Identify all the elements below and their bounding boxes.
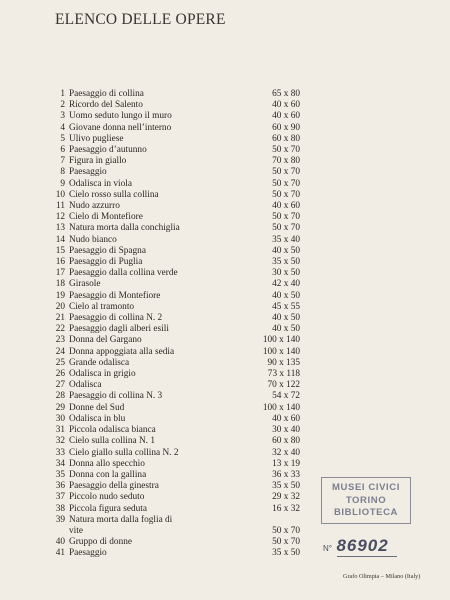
work-row <box>40 515 300 537</box>
work-title <box>69 436 228 447</box>
work-title <box>69 111 228 122</box>
work-row <box>40 459 300 470</box>
work-title <box>69 302 228 313</box>
stamp-line: BIBLIOTECA <box>333 507 399 518</box>
work-number: 31 <box>55 425 65 436</box>
work-number: 32 <box>55 436 65 447</box>
work-dimensions: 35 x 50 <box>272 548 300 559</box>
work-dimensions: 50 x 70 <box>272 178 300 189</box>
work-row <box>40 291 300 302</box>
work-row <box>40 190 300 201</box>
work-row <box>40 313 300 324</box>
work-title <box>69 380 228 391</box>
work-title-line: Donna allo specchio <box>69 458 145 469</box>
work-dimensions: 60 x 90 <box>272 122 300 133</box>
work-title-line: Paesaggio <box>69 167 107 178</box>
work-dimensions: 30 x 40 <box>272 425 300 436</box>
work-title <box>69 403 228 414</box>
work-dimensions: 40 x 50 <box>272 324 300 335</box>
work-row <box>40 470 300 481</box>
work-dimensions: 35 x 40 <box>272 234 300 245</box>
work-number: 36 <box>55 481 65 492</box>
work-dimensions: 50 x 70 <box>272 189 300 200</box>
library-stamp <box>321 477 411 524</box>
work-row <box>40 358 300 369</box>
work-title <box>69 201 228 212</box>
work-number: 16 <box>55 257 65 268</box>
work-title-line: Paesaggio della ginestra <box>69 481 159 492</box>
work-number: 17 <box>55 268 65 279</box>
work-title <box>69 369 228 380</box>
work-dimensions: 65 x 80 <box>272 89 300 99</box>
work-title <box>69 167 228 178</box>
work-number: 9 <box>60 178 65 189</box>
work-title-line: Natura morta dalla conchiglia <box>69 223 180 234</box>
work-dimensions: 40 x 60 <box>272 111 300 122</box>
work-title <box>69 347 228 358</box>
inventory-number <box>323 536 389 556</box>
work-title <box>69 279 228 290</box>
work-title-line: Piccolo nudo seduto <box>69 492 145 503</box>
work-title <box>69 481 228 492</box>
work-number: 3 <box>60 111 65 122</box>
work-dimensions: 50 x 70 <box>272 537 300 548</box>
work-title-line: Piccola odalisca bianca <box>69 425 156 436</box>
work-title-line: Cielo rosso sulla collina <box>69 189 159 200</box>
work-title-line: Odalisca in grigio <box>69 369 136 380</box>
work-title-line: Donne del Sud <box>69 402 125 413</box>
work-row <box>40 89 300 100</box>
work-dimensions: 36 x 33 <box>272 469 300 480</box>
work-row <box>40 179 300 190</box>
work-dimensions: 50 x 70 <box>272 167 300 178</box>
work-number: 33 <box>55 447 65 458</box>
work-title-line: Paesaggio di collina N. 2 <box>69 313 163 324</box>
work-dimensions: 40 x 60 <box>272 413 300 424</box>
work-dimensions: 35 x 50 <box>272 481 300 492</box>
work-title-line: Grande odalisca <box>69 357 130 368</box>
work-number: 18 <box>55 279 65 290</box>
work-title-line: Paesaggio di collina <box>69 89 144 99</box>
work-title <box>69 223 228 234</box>
work-title <box>69 459 228 470</box>
work-number: 11 <box>56 201 65 212</box>
work-row <box>40 414 300 425</box>
work-number: 28 <box>55 391 65 402</box>
work-dimensions: 60 x 80 <box>272 133 300 144</box>
work-title-line: Nudo bianco <box>69 234 117 245</box>
work-dimensions: 42 x 40 <box>272 279 300 290</box>
work-row <box>40 380 300 391</box>
work-title <box>69 134 228 145</box>
work-dimensions: 73 x 118 <box>267 369 300 380</box>
work-title-line: Uomo seduto lungo il muro <box>69 111 172 122</box>
work-title <box>69 492 228 503</box>
inventory-prefix: N° <box>323 544 332 553</box>
work-title <box>69 358 228 369</box>
work-dimensions: 40 x 50 <box>272 313 300 324</box>
work-dimensions: 32 x 40 <box>272 447 300 458</box>
work-title <box>69 324 228 335</box>
work-number: 35 <box>55 469 65 480</box>
work-number: 2 <box>60 100 65 111</box>
work-number: 39 <box>55 514 65 525</box>
work-title-line: Paesaggio dagli alberi esili <box>69 324 169 335</box>
work-number: 22 <box>55 324 65 335</box>
work-number: 20 <box>55 301 65 312</box>
work-number: 23 <box>55 335 65 346</box>
printer-colophon: Grafo Olimpia – Milano (Italy) <box>343 573 421 580</box>
work-row <box>40 324 300 335</box>
work-title-line: Odalisca in blu <box>69 413 126 424</box>
work-title-line: Ricordo del Salento <box>69 100 143 111</box>
work-title <box>69 212 228 223</box>
work-row <box>40 246 300 257</box>
work-title <box>69 335 228 346</box>
work-row <box>40 212 300 223</box>
work-title-line: Cielo sulla collina N. 1 <box>69 436 155 447</box>
work-dimensions: 60 x 80 <box>272 436 300 447</box>
work-number: 8 <box>60 167 65 178</box>
stamp-line: MUSEI CIVICI <box>332 482 400 493</box>
work-dimensions: 50 x 70 <box>272 223 300 234</box>
work-title <box>69 504 228 515</box>
work-number: 21 <box>55 313 65 324</box>
work-title-line: Odalisca in viola <box>69 178 132 189</box>
inventory-value: 86902 <box>336 536 389 555</box>
work-dimensions: 50 x 70 <box>272 145 300 156</box>
work-dimensions: 40 x 60 <box>272 100 300 111</box>
work-title-line: Donna appoggiata alla sedia <box>69 346 175 357</box>
work-title-line: Figura in giallo <box>69 156 127 167</box>
work-row <box>40 268 300 279</box>
work-row <box>40 492 300 503</box>
work-dimensions: 16 x 32 <box>272 503 300 514</box>
work-dimensions: 70 x 122 <box>267 380 300 391</box>
work-title-line: Paesaggio <box>69 548 107 559</box>
work-title-continuation: vite <box>69 525 83 536</box>
work-title-line: Cielo di Montefiore <box>69 212 143 223</box>
work-number: 34 <box>55 458 65 469</box>
work-title <box>69 235 228 246</box>
work-row <box>40 481 300 492</box>
work-dimensions: 90 x 135 <box>267 357 300 368</box>
work-row <box>40 302 300 313</box>
work-row <box>40 123 300 134</box>
work-row <box>40 156 300 167</box>
work-number: 40 <box>55 537 65 548</box>
work-number: 10 <box>55 189 65 200</box>
work-title-line: Donna con la gallina <box>69 469 147 480</box>
work-title <box>69 470 228 481</box>
work-title <box>69 313 228 324</box>
work-row <box>40 145 300 156</box>
work-title <box>69 268 228 279</box>
work-title-line: Giovane donna nell’interno <box>69 122 172 133</box>
work-row <box>40 436 300 447</box>
work-row <box>40 347 300 358</box>
work-title-line: Odalisca <box>69 380 102 391</box>
work-title <box>69 537 228 548</box>
work-row <box>40 425 300 436</box>
work-row <box>40 537 300 548</box>
work-number: 5 <box>60 133 65 144</box>
work-dimensions: 100 x 140 <box>262 402 300 413</box>
work-number: 24 <box>55 346 65 357</box>
work-title <box>69 425 228 436</box>
work-title-line: Donna del Gargano <box>69 335 142 346</box>
works-list <box>40 89 300 560</box>
work-row <box>40 257 300 268</box>
work-number: 37 <box>55 492 65 503</box>
work-number: 4 <box>60 122 65 133</box>
work-row <box>40 201 300 212</box>
work-title <box>69 190 228 201</box>
work-row <box>40 369 300 380</box>
work-title-line: Natura morta dalla foglia di <box>69 514 173 525</box>
work-row <box>40 548 300 559</box>
work-title <box>69 257 228 268</box>
work-title-line: Paesaggio di Puglia <box>69 257 143 268</box>
work-dimensions: 30 x 50 <box>272 268 300 279</box>
work-number: 7 <box>60 156 65 167</box>
work-row <box>40 504 300 515</box>
work-dimensions: 54 x 72 <box>272 391 300 402</box>
work-title <box>69 414 228 425</box>
work-row <box>40 335 300 346</box>
work-title-line: Cielo giallo sulla collina N. 2 <box>69 447 179 458</box>
stamp-line: TORINO <box>345 494 387 506</box>
work-title-line: Ulivo pugliese <box>69 133 124 144</box>
work-row <box>40 391 300 402</box>
work-title <box>69 89 228 100</box>
work-title <box>69 156 228 167</box>
work-title-line: Paesaggio d’autunno <box>69 145 147 156</box>
work-row <box>40 279 300 290</box>
work-row <box>40 403 300 414</box>
work-title <box>69 291 228 302</box>
work-number: 41 <box>55 548 65 559</box>
work-number: 19 <box>55 290 65 301</box>
work-dimensions: 100 x 140 <box>262 335 300 346</box>
work-title <box>69 515 228 537</box>
work-number: 25 <box>55 357 65 368</box>
work-title-line: Paesaggio dalla collina verde <box>69 268 178 279</box>
work-number: 29 <box>55 402 65 413</box>
work-title <box>69 123 228 134</box>
work-title-line: Piccola figura seduta <box>69 503 147 514</box>
work-title-line: Nudo azzurro <box>69 201 120 212</box>
work-dimensions: 100 x 140 <box>262 346 300 357</box>
work-title <box>69 548 228 559</box>
work-dimensions: 50 x 70 <box>272 525 300 536</box>
page-title: ELENCO DELLE OPERE <box>55 11 226 28</box>
work-title <box>69 145 228 156</box>
work-row <box>40 448 300 459</box>
work-number: 30 <box>55 413 65 424</box>
work-row <box>40 134 300 145</box>
work-row <box>40 100 300 111</box>
work-number: 13 <box>55 223 65 234</box>
work-row <box>40 111 300 122</box>
work-dimensions: 40 x 60 <box>272 201 300 212</box>
work-dimensions: 13 x 19 <box>272 458 300 469</box>
work-row <box>40 167 300 178</box>
work-number: 26 <box>55 369 65 380</box>
work-title <box>69 391 228 402</box>
work-title <box>69 448 228 459</box>
work-number: 6 <box>60 145 65 156</box>
work-dimensions: 50 x 70 <box>272 212 300 223</box>
work-dimensions: 70 x 80 <box>272 156 300 167</box>
work-title-line: Girasole <box>69 279 101 290</box>
work-dimensions: 40 x 50 <box>272 290 300 301</box>
work-number: 38 <box>55 503 65 514</box>
work-title-line: Paesaggio di collina N. 3 <box>69 391 163 402</box>
work-title-line: Paesaggio di Spagna <box>69 245 146 256</box>
work-dimensions: 29 x 32 <box>272 492 300 503</box>
work-number: 15 <box>55 245 65 256</box>
work-title-line: Cielo al tramonto <box>69 301 135 312</box>
work-title-line: Gruppo di donne <box>69 537 133 548</box>
work-number: 12 <box>55 212 65 223</box>
work-row <box>40 223 300 234</box>
work-number: 14 <box>55 234 65 245</box>
work-title-line: Paesaggio di Montefiore <box>69 290 161 301</box>
work-title <box>69 179 228 190</box>
work-number: 1 <box>60 89 65 99</box>
inventory-underline <box>337 556 397 557</box>
work-row <box>40 235 300 246</box>
work-title <box>69 246 228 257</box>
work-dimensions: 40 x 50 <box>272 245 300 256</box>
work-number: 27 <box>55 380 65 391</box>
work-dimensions: 35 x 50 <box>272 257 300 268</box>
work-title <box>69 100 228 111</box>
work-dimensions: 45 x 55 <box>272 301 300 312</box>
